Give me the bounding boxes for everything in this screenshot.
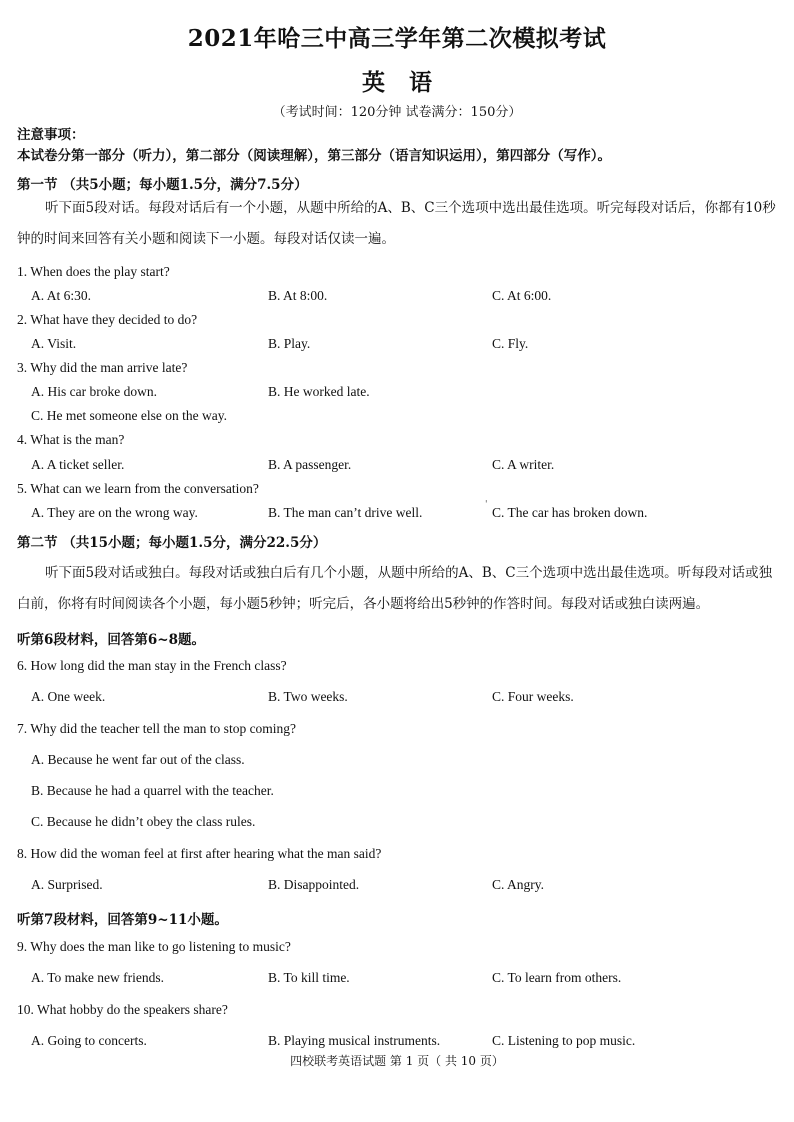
question-9: 9. Why does the man like to go listening to music?: [17, 939, 291, 954]
q1-option-b: B. At 8:00.: [268, 288, 328, 303]
q2-option-b: B. Play.: [268, 336, 311, 351]
subject-title: 英语: [362, 69, 456, 96]
q6-option-c: C. Four weeks.: [492, 689, 574, 704]
section2-heading: 第二节 （共15小题；每小题1.5分，满分22.5分）: [17, 535, 327, 551]
section1-instructions: 听下面5段对话。每段对话后有一个小题，从题中所给的A、B、C三个选项中选出最佳选项。听完每段对话后，你都有10秒钟的时间来回答有关小题和阅读下一小题。每段对话仅读一遍。: [17, 200, 776, 247]
q5-option-a: A. They are on the wrong way.: [31, 505, 198, 520]
q3-option-a: A. His car broke down.: [31, 384, 157, 399]
question-10: 10. What hobby do the speakers share?: [17, 1002, 228, 1017]
material-7-heading: 听第7段材料，回答第9~11小题。: [17, 912, 228, 928]
q2-option-a: A. Visit.: [31, 336, 77, 351]
notice-heading: 注意事项：: [17, 127, 85, 143]
q7-option-a: A. Because he went far out of the class.: [31, 752, 245, 767]
question-6: 6. How long did the man stay in the French class?: [17, 658, 287, 673]
q10-option-a: A. Going to concerts.: [31, 1033, 147, 1048]
section2-instructions: 听下面5段对话或独白。每段对话或独白后有几个小题，从题中所给的A、B、C三个选项中选出最佳选项。听每段对话或独白前，你将有时间阅读各个小题，每小题5秒钟；听完后，各小题将给出5秒钟的作答时间。每段对话或独白读两遍。: [17, 565, 773, 612]
stray-mark: ': [485, 500, 488, 510]
q5-option-c: C. The car has broken down.: [492, 505, 648, 520]
q9-option-a: A. To make new friends.: [31, 970, 165, 985]
question-2: 2. What have they decided to do?: [17, 312, 198, 327]
q3-option-b: B. He worked late.: [268, 384, 370, 399]
question-3: 3. Why did the man arrive late?: [17, 360, 188, 375]
question-7: 7. Why did the teacher tell the man to stop coming?: [17, 721, 297, 736]
q9-option-b: B. To kill time.: [268, 970, 350, 985]
q2-option-c: C. Fly.: [492, 336, 529, 351]
q5-option-b: B. The man can’t drive well.: [268, 505, 423, 520]
q4-option-c: C. A writer.: [492, 457, 555, 472]
q4-option-b: B. A passenger.: [268, 457, 352, 472]
q3-option-c: C. He met someone else on the way.: [31, 408, 227, 423]
q7-option-c: C. Because he didn’t obey the class rules.: [31, 814, 256, 829]
question-8: 8. How did the woman feel at first after hearing what the man said?: [17, 846, 382, 861]
section1-heading: 第一节 （共5小题；每小题1.5分，满分7.5分）: [17, 177, 308, 193]
exam-time-info: （考试时间：120分钟 试卷满分：150分）: [272, 105, 522, 120]
notice-text: 本试卷分第一部分（听力），第二部分（阅读理解），第三部分（语言知识运用），第四部分（写作）。: [17, 148, 611, 164]
question-5: 5. What can we learn from the conversation?: [17, 481, 259, 496]
q6-option-a: A. One week.: [31, 689, 106, 704]
page-footer: 四校联考英语试题 第 1 页（ 共 10 页）: [290, 1054, 504, 1068]
exam-title: 2021年哈三中高三学年第二次模拟考试: [187, 25, 607, 52]
question-1: 1. When does the play start?: [17, 264, 170, 279]
question-4: 4. What is the man?: [17, 432, 125, 447]
q10-option-c: C. Listening to pop music.: [492, 1033, 636, 1048]
q8-option-b: B. Disappointed.: [268, 877, 360, 892]
q8-option-a: A. Surprised.: [31, 877, 103, 892]
q8-option-c: C. Angry.: [492, 877, 545, 892]
material-6-heading: 听第6段材料，回答第6~8题。: [17, 632, 205, 648]
q6-option-b: B. Two weeks.: [268, 689, 348, 704]
q4-option-a: A. A ticket seller.: [31, 457, 125, 472]
q10-option-b: B. Playing musical instruments.: [268, 1033, 441, 1048]
q1-option-c: C. At 6:00.: [492, 288, 552, 303]
q7-option-b: B. Because he had a quarrel with the teacher.: [31, 783, 274, 798]
q1-option-a: A. At 6:30.: [31, 288, 92, 303]
q9-option-c: C. To learn from others.: [492, 970, 622, 985]
